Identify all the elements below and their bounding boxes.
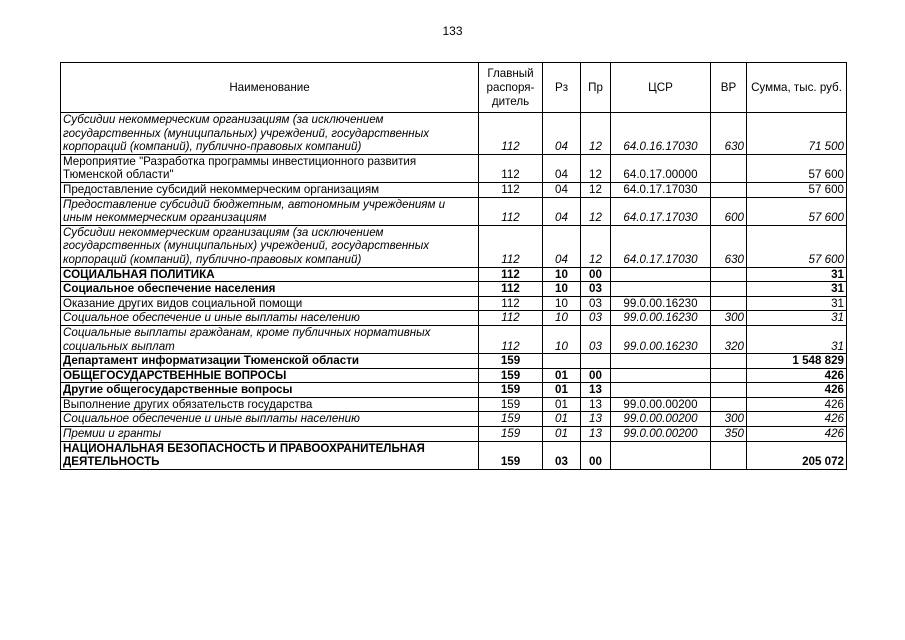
cell-admin: 159 (479, 354, 543, 369)
cell-name: Предоставление субсидий бюджетным, автономным учреждениям и иным некоммерческим организациям (61, 197, 479, 225)
table-row (61, 412, 847, 427)
cell-csr: 64.0.17.17030 (611, 225, 711, 267)
cell-name: Департамент информатизации Тюменской области (61, 354, 479, 369)
cell-vr: 630 (711, 225, 747, 267)
cell-sum: 57 600 (747, 197, 847, 225)
cell-sum: 426 (747, 368, 847, 383)
cell-admin: 112 (479, 113, 543, 155)
cell-csr (611, 368, 711, 383)
cell-admin: 112 (479, 325, 543, 353)
header-pr: Пр (581, 63, 611, 113)
cell-sum: 31 (747, 267, 847, 282)
cell-rz: 04 (543, 182, 581, 197)
header-vr: ВР (711, 63, 747, 113)
cell-vr: 300 (711, 412, 747, 427)
table-row (61, 354, 847, 369)
cell-rz: 04 (543, 113, 581, 155)
cell-sum: 426 (747, 397, 847, 412)
cell-vr (711, 397, 747, 412)
cell-name: Социальное обеспечение и иные выплаты населению (61, 311, 479, 326)
cell-pr: 03 (581, 282, 611, 297)
cell-vr (711, 282, 747, 297)
cell-rz (543, 354, 581, 369)
header-name: Наименование (61, 63, 479, 113)
cell-rz: 04 (543, 197, 581, 225)
cell-pr: 03 (581, 311, 611, 326)
cell-name: Предоставление субсидий некоммерческим организациям (61, 182, 479, 197)
cell-rz: 10 (543, 267, 581, 282)
cell-pr: 03 (581, 296, 611, 311)
cell-sum: 31 (747, 311, 847, 326)
cell-admin: 112 (479, 282, 543, 297)
cell-admin: 112 (479, 311, 543, 326)
cell-name: Оказание других видов социальной помощи (61, 296, 479, 311)
cell-name: Выполнение других обязательств государства (61, 397, 479, 412)
cell-rz: 01 (543, 383, 581, 398)
cell-vr (711, 267, 747, 282)
table-row (61, 325, 847, 353)
cell-sum: 57 600 (747, 225, 847, 267)
cell-rz: 01 (543, 427, 581, 442)
cell-admin: 159 (479, 441, 543, 469)
budget-table (60, 62, 847, 470)
cell-admin: 112 (479, 182, 543, 197)
cell-name: Социальные выплаты гражданам, кроме публичных нормативных социальных выплат (61, 325, 479, 353)
cell-pr (581, 354, 611, 369)
cell-admin: 159 (479, 397, 543, 412)
cell-pr: 12 (581, 113, 611, 155)
cell-csr: 99.0.00.16230 (611, 311, 711, 326)
table-row (61, 225, 847, 267)
cell-sum: 205 072 (747, 441, 847, 469)
cell-sum: 71 500 (747, 113, 847, 155)
cell-sum: 31 (747, 325, 847, 353)
cell-csr: 64.0.17.00000 (611, 154, 711, 182)
cell-name: НАЦИОНАЛЬНАЯ БЕЗОПАСНОСТЬ И ПРАВООХРАНИТЕЛЬНАЯ ДЕЯТЕЛЬНОСТЬ (61, 441, 479, 469)
header-rz: Рз (543, 63, 581, 113)
cell-csr: 99.0.00.00200 (611, 412, 711, 427)
cell-sum: 31 (747, 282, 847, 297)
cell-pr: 00 (581, 267, 611, 282)
cell-pr: 13 (581, 427, 611, 442)
cell-rz: 04 (543, 154, 581, 182)
cell-vr (711, 368, 747, 383)
table-row (61, 296, 847, 311)
cell-csr (611, 354, 711, 369)
cell-sum: 57 600 (747, 182, 847, 197)
cell-rz: 10 (543, 311, 581, 326)
cell-admin: 112 (479, 197, 543, 225)
table-row (61, 267, 847, 282)
header-sum: Сумма, тыс. руб. (747, 63, 847, 113)
table-row (61, 282, 847, 297)
table-row (61, 154, 847, 182)
cell-admin: 112 (479, 154, 543, 182)
cell-admin: 159 (479, 383, 543, 398)
cell-admin: 159 (479, 368, 543, 383)
cell-csr: 99.0.00.00200 (611, 427, 711, 442)
table-row (61, 113, 847, 155)
cell-csr (611, 383, 711, 398)
table-row (61, 397, 847, 412)
table-row (61, 197, 847, 225)
cell-sum: 426 (747, 383, 847, 398)
cell-rz: 01 (543, 368, 581, 383)
table-header-row (61, 63, 847, 113)
cell-csr (611, 267, 711, 282)
cell-admin: 159 (479, 427, 543, 442)
cell-vr: 350 (711, 427, 747, 442)
cell-pr: 12 (581, 154, 611, 182)
cell-name: Субсидии некоммерческим организациям (за исключением государственных (муниципальных) учреждений, государственных корпораций (компаний), публично-правовых компаний) (61, 225, 479, 267)
cell-pr: 13 (581, 383, 611, 398)
table-row (61, 441, 847, 469)
cell-name: ОБЩЕГОСУДАРСТВЕННЫЕ ВОПРОСЫ (61, 368, 479, 383)
cell-name: Социальное обеспечение и иные выплаты населению (61, 412, 479, 427)
cell-vr: 630 (711, 113, 747, 155)
cell-rz: 10 (543, 325, 581, 353)
cell-vr (711, 354, 747, 369)
cell-rz: 04 (543, 225, 581, 267)
cell-rz: 01 (543, 412, 581, 427)
cell-vr: 320 (711, 325, 747, 353)
cell-name: Социальное обеспечение населения (61, 282, 479, 297)
cell-sum: 426 (747, 412, 847, 427)
table-row (61, 368, 847, 383)
cell-csr: 64.0.16.17030 (611, 113, 711, 155)
cell-pr: 00 (581, 441, 611, 469)
cell-sum: 426 (747, 427, 847, 442)
table-row (61, 182, 847, 197)
cell-admin: 112 (479, 296, 543, 311)
cell-csr: 64.0.17.17030 (611, 197, 711, 225)
cell-sum: 57 600 (747, 154, 847, 182)
cell-vr (711, 296, 747, 311)
header-admin: Главный распоря-дитель (479, 63, 543, 113)
cell-csr: 64.0.17.17030 (611, 182, 711, 197)
table-row (61, 427, 847, 442)
table-row (61, 383, 847, 398)
cell-name: Субсидии некоммерческим организациям (за исключением государственных (муниципальных) учреждений, государственных корпораций (компаний), публично-правовых компаний) (61, 113, 479, 155)
cell-name: СОЦИАЛЬНАЯ ПОЛИТИКА (61, 267, 479, 282)
cell-pr: 12 (581, 182, 611, 197)
table-row (61, 311, 847, 326)
cell-pr: 03 (581, 325, 611, 353)
header-csr: ЦСР (611, 63, 711, 113)
cell-pr: 13 (581, 397, 611, 412)
cell-vr: 600 (711, 197, 747, 225)
cell-rz: 10 (543, 282, 581, 297)
cell-admin: 112 (479, 225, 543, 267)
cell-csr: 99.0.00.16230 (611, 325, 711, 353)
cell-vr (711, 383, 747, 398)
cell-admin: 112 (479, 267, 543, 282)
cell-sum: 1 548 829 (747, 354, 847, 369)
cell-pr: 00 (581, 368, 611, 383)
cell-pr: 12 (581, 197, 611, 225)
cell-rz: 01 (543, 397, 581, 412)
cell-rz: 10 (543, 296, 581, 311)
cell-pr: 12 (581, 225, 611, 267)
cell-vr: 300 (711, 311, 747, 326)
cell-admin: 159 (479, 412, 543, 427)
cell-vr (711, 441, 747, 469)
cell-pr: 13 (581, 412, 611, 427)
cell-name: Другие общегосударственные вопросы (61, 383, 479, 398)
cell-name: Мероприятие "Разработка программы инвестиционного развития Тюменской области" (61, 154, 479, 182)
cell-rz: 03 (543, 441, 581, 469)
cell-sum: 31 (747, 296, 847, 311)
page-number: 133 (442, 24, 463, 38)
cell-csr (611, 282, 711, 297)
cell-name: Премии и гранты (61, 427, 479, 442)
cell-csr: 99.0.00.00200 (611, 397, 711, 412)
cell-vr (711, 182, 747, 197)
cell-vr (711, 154, 747, 182)
cell-csr (611, 441, 711, 469)
cell-csr: 99.0.00.16230 (611, 296, 711, 311)
